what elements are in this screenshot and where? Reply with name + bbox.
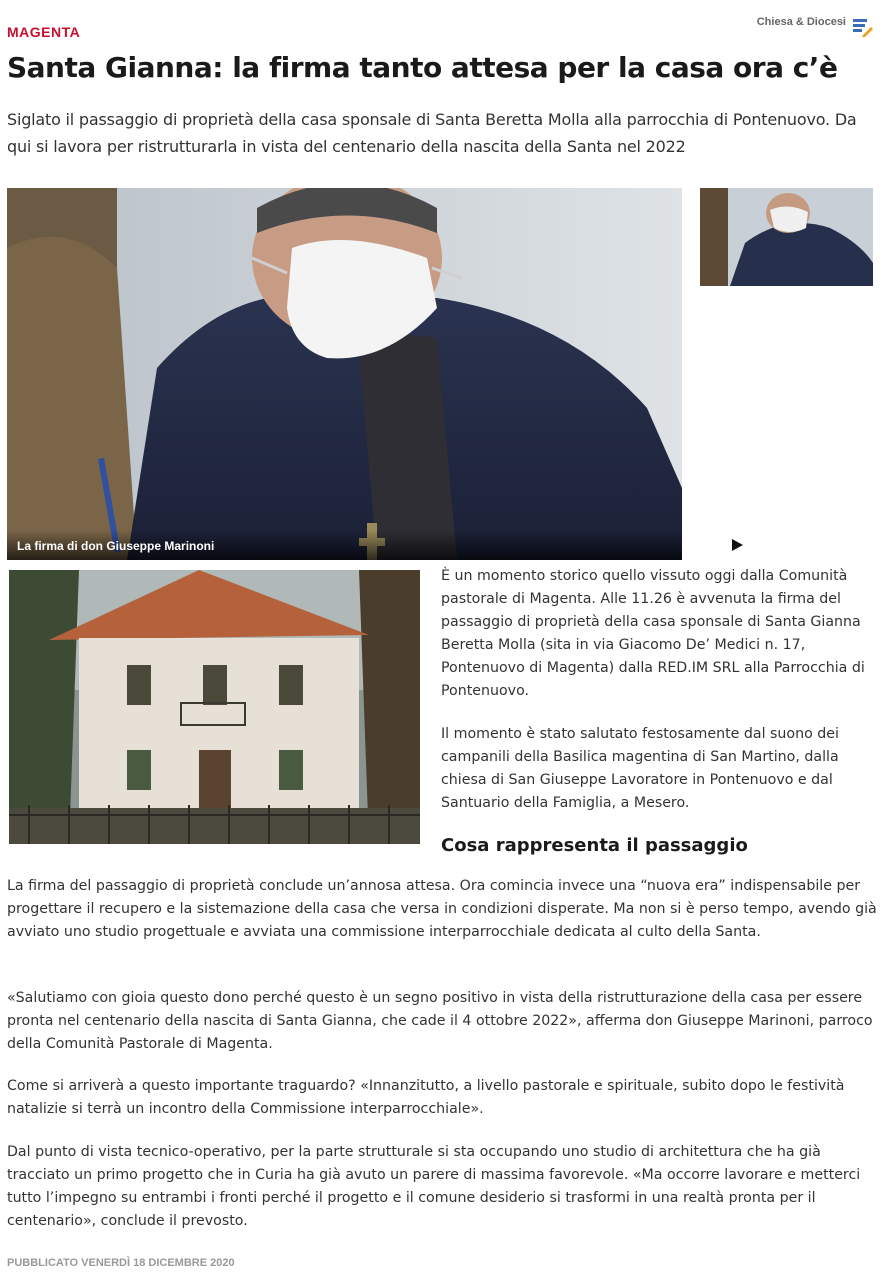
photo-caption-overlay <box>7 530 682 560</box>
article-paragraph: Come si arriverà a questo importante traguardo? «Innanzitutto, a livello pastorale e spirituale, subito dopo le festività natalizie si terrà un incontro della Commissione interparrocchiale». <box>7 1078 845 1117</box>
article-header <box>0 0 884 48</box>
thumbnail-image <box>700 188 873 286</box>
article-paragraph: È un momento storico quello vissuto oggi dalla Comunità pastorale di Magenta. Alle 11.26 è avvenuta la firma del passaggio di proprietà della casa sponsale di Santa Gianna Beretta Molla (sita in via Giacomo De’ Medici n. 17, Pontenuovo di Magenta) dalla RED.IM SRL alla Parrocchia di Pontenuovo. <box>441 568 865 699</box>
article-subtitle: Siglato il passaggio di proprietà della casa sponsale di Santa Beretta Molla alla parrocchia di Pontenuovo. Da qui si lavora per ristrutturarla in vista del centenario della nascita della Santa nel 2022 <box>7 110 857 156</box>
main-photo-image <box>7 188 682 560</box>
article-title: Santa Gianna: la firma tanto attesa per la casa ora c’è <box>7 51 838 84</box>
article-paragraph: La firma del passaggio di proprietà conclude un’annosa attesa. Ora comincia invece una “nuova era” indispensabile per progettare il recupero e la sistemazione della casa che versa in condizioni disperate. Ma non si è perso tempo, avendo già avviato uno studio progettuale e avviata una commissione interparrocchiale dedicata al culto della Santa. <box>7 878 877 940</box>
publish-date: PUBBLICATO VENERDÌ 18 DICEMBRE 2020 <box>7 1257 235 1269</box>
house-photo[interactable] <box>9 570 420 844</box>
article-paragraph: Il momento è stato salutato festosamente dal suono dei campanili della Basilica magentina di San Martino, dalla chiesa di San Giuseppe Lavoratore in Pontenuovo e dal Santuario della Famiglia, a Mesero. <box>441 726 839 811</box>
section-link[interactable]: Chiesa & Diocesi <box>756 16 846 28</box>
category-link[interactable]: MAGENTA <box>7 24 81 40</box>
edit-pencil-icon[interactable] <box>852 16 874 38</box>
article-paragraph: «Salutiamo con gioia questo dono perché questo è un segno positivo in vista della ristrutturazione della casa per essere pronta nel centenario della nascita di Santa Gianna, che cade il 4 ottobre 2022», afferma don Giuseppe Marinoni, parroco della Comunità Pastorale di Magenta. <box>7 990 873 1052</box>
article-paragraph: Dal punto di vista tecnico-operativo, per la parte strutturale si sta occupando uno studio di architettura che ha già tracciato un primo progetto che in Curia ha già avuto un parere di massima favorevole. «Ma occorre lavorare e metterci tutto l’impegno su entrambi i fronti perché il progetto e il comune desiderio si trasformi in una realtà pronta per il centenario», conclude il prevosto. <box>7 1144 861 1229</box>
main-photo[interactable] <box>7 188 682 560</box>
photo-caption: La firma di don Giuseppe Marinoni <box>17 539 215 553</box>
article-subheading: Cosa rappresenta il passaggio <box>441 835 748 856</box>
play-icon[interactable] <box>731 538 745 552</box>
thumbnail-photo[interactable] <box>700 188 873 286</box>
house-image <box>9 570 420 844</box>
